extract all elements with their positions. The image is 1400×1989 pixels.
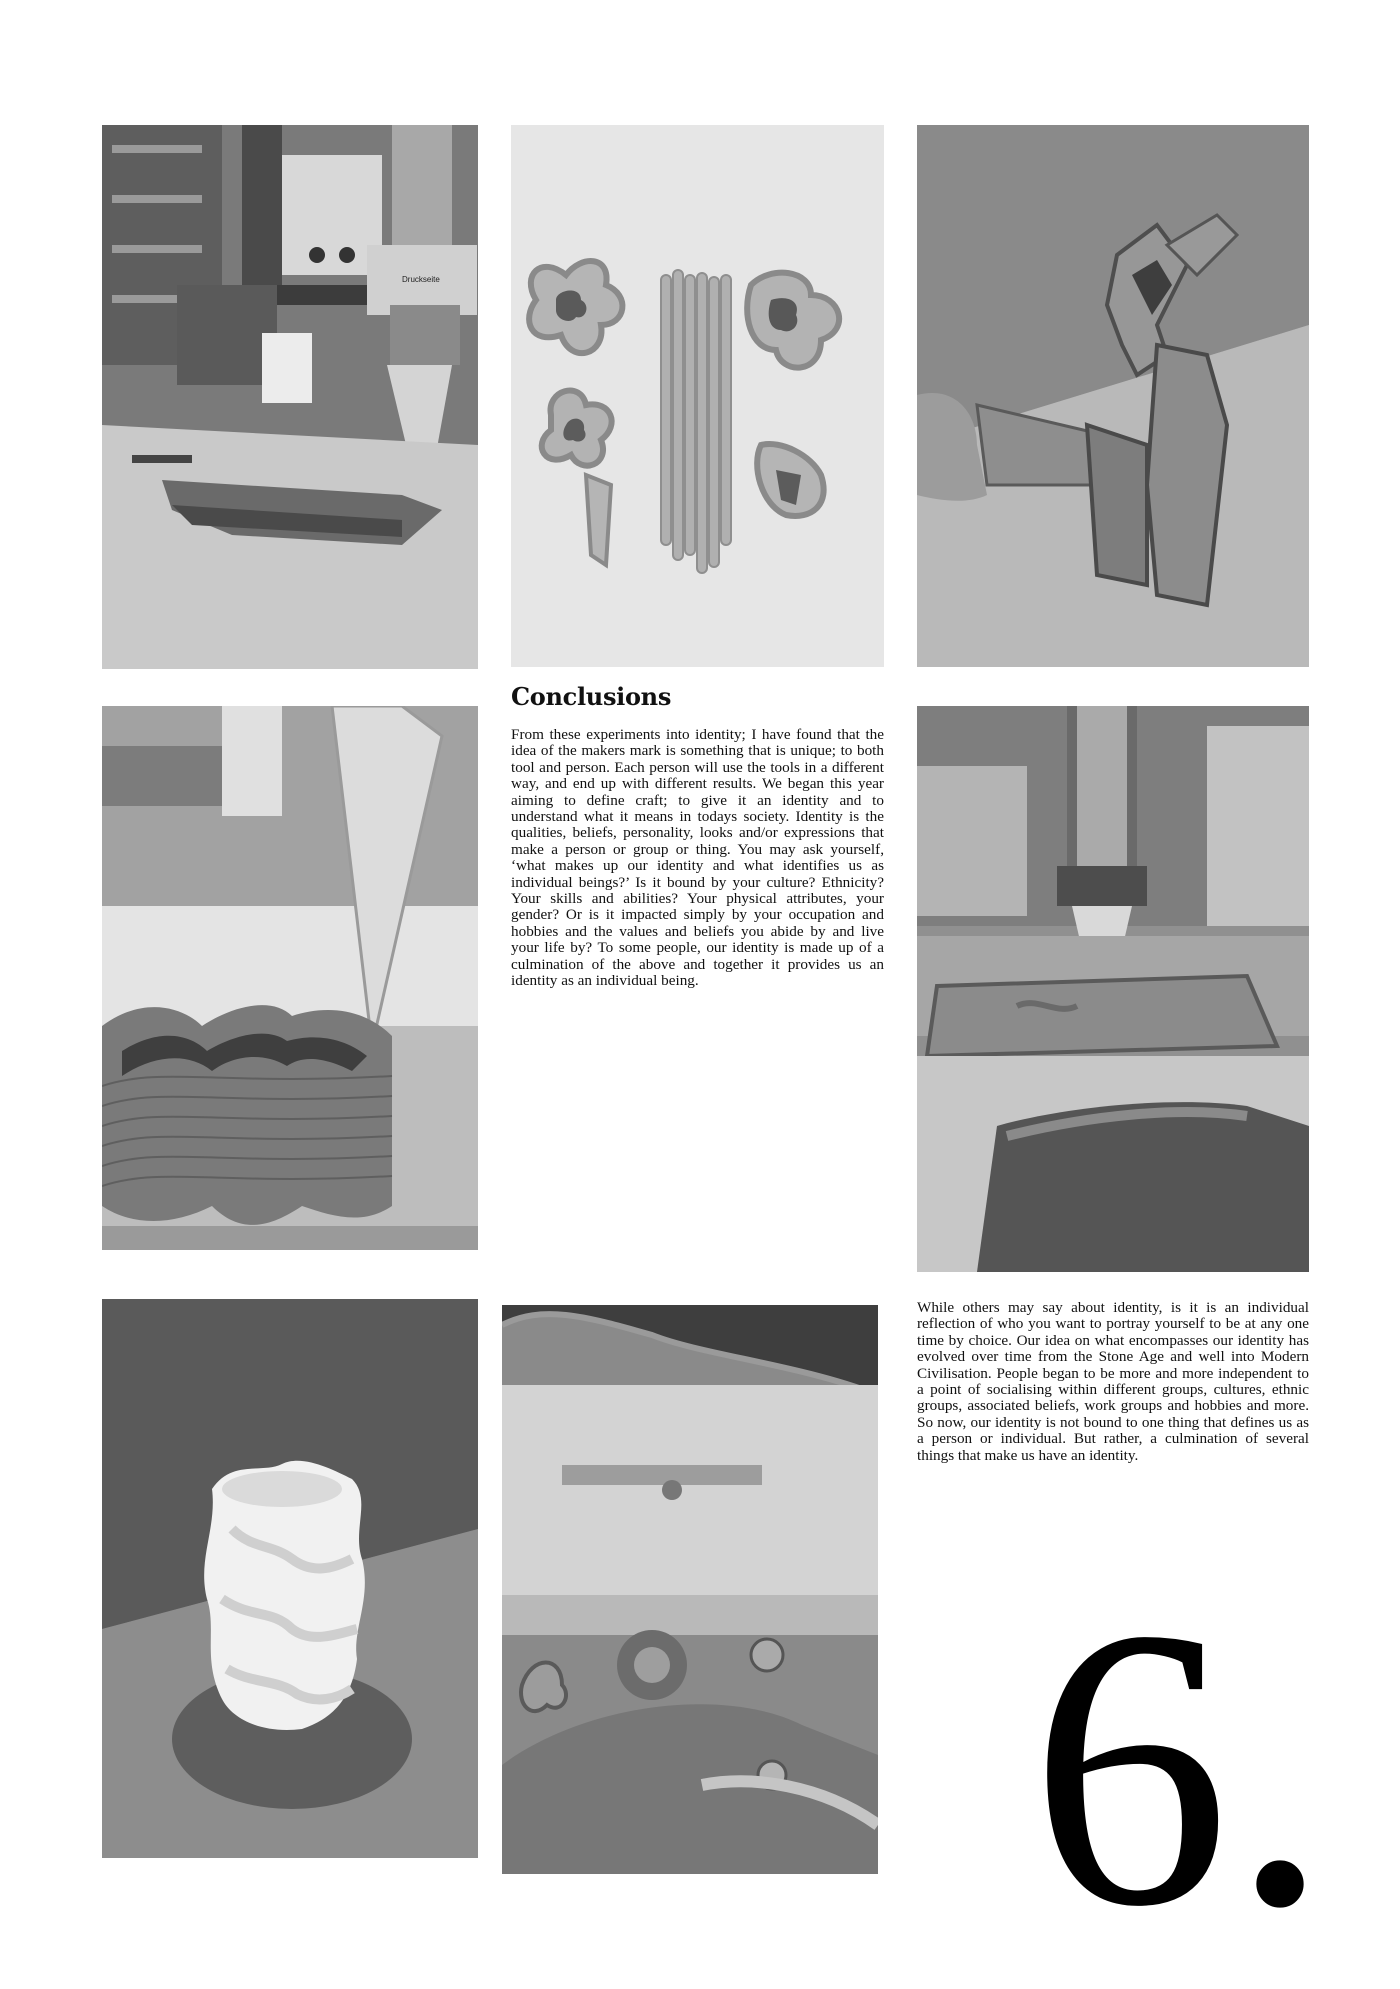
photo-extruder-machine-bolts [502,1305,878,1874]
nozzle-sign-label: Druckseite [402,275,440,284]
photo-extruder-wave-vessel [102,706,478,1250]
photo-clay-pieces-flatlay [511,125,884,667]
page-number: 6. [1030,1546,1330,1989]
section-heading: Conclusions [511,682,672,711]
conclusions-paragraph-1: From these experiments into identity; I have found that the idea of the makers mark is something that is unique; to both tool and person. Each person will use the tools in a different way, and end up with different results. We began this year aiming to define craft; to give it an identity and to understand what it means in todays society. Identity is the qualities, beliefs, personality, looks and/or expressions that make a person or group or thing. You may ask yourself, ‘what makes up our identity and what identifies us as individual beings?’ Is it bound by your culture? Ethnicity? Your skills and abilities? Your physical attributes, your gender? Or is it impacted simply by your occupation and hobbies and the values and beliefs you abide by and live your life by? To some people, our identity is made up of a culmination of the above and together it provides us an identity as an individual being. [511,726,884,990]
photo-extruder-nozzle-board [917,706,1309,1272]
photo-hand-holding-clay [917,125,1309,667]
photo-clay-printer-workshop [102,125,478,669]
conclusions-paragraph-2: While others may say about identity, is it is an individual reflection of who you want to portray yourself to be at any one time by choice. Our idea on what encompasses our identity has evolved over time from the Stone Age and well into Modern Civilisation. People began to be more and more independent to a point of socialising within different groups, cultures, ethnic groups, associated beliefs, work groups and hobbies and more. So now, our identity is not bound to one thing that defines us as a person or individual. But rather, a culmination of several things that make us have an identity. [917,1299,1309,1464]
photo-white-twisted-vessel [102,1299,478,1858]
